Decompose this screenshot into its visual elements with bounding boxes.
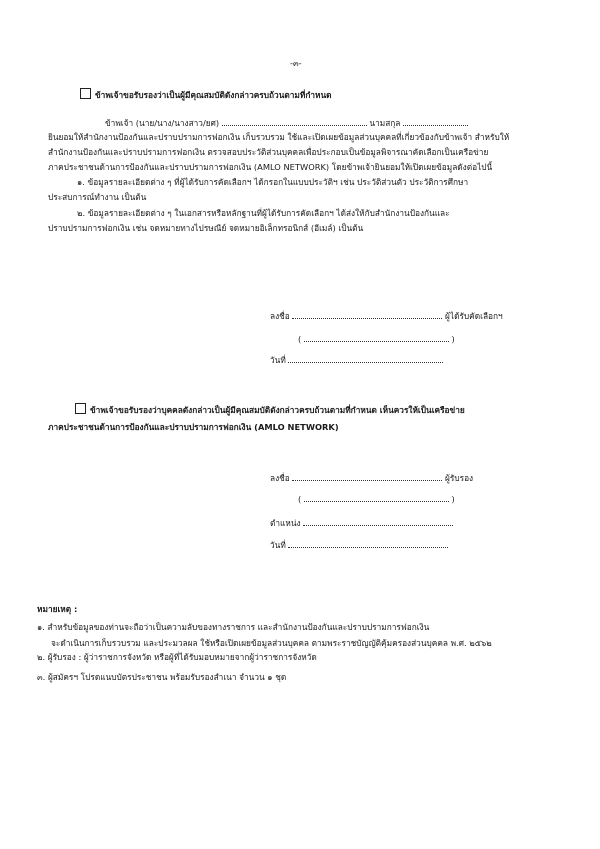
consent-text-line2: ยินยอมให้สำนักงานป้องกันและปราบปรามการฟอกเงิน เก็บรวบรวม ใช้และเปิดเผยข้อมูลส่วนบุคคลที่เกี่ยวข้องกับข้าพเจ้า สำหรับให้: [48, 132, 510, 142]
note1-line2: จะดำเนินการเก็บรวบรวม และประมวลผล ใช้หรือเปิดเผยข้อมูลส่วนบุคคล ตามพระราชบัญญัติคุ้มครองส่วนบุคคล พ.ศ. ๒๕๖๒: [51, 638, 492, 648]
applicant-date-line: [270, 354, 443, 365]
applicant-printed-name-line: [298, 333, 455, 344]
applicant-signature-label: ลงชื่อ: [270, 311, 290, 321]
certifier-printed-name-field[interactable]: [304, 493, 449, 502]
consent-item1-line2: ประสบการณ์ทำงาน เป็นต้น: [48, 192, 147, 202]
note1-line1: ๑. สำหรับข้อมูลของท่านจะถือว่าเป็นความลับของทางราชการ และสำนักงานป้องกันและปราบปรามการฟอกเงิน: [37, 622, 430, 632]
consent-item2-line1: ๒. ข้อมูลรายละเอียดต่าง ๆ ในเอกสารหรือหลักฐานที่ผู้ได้รับการคัดเลือกฯ ได้ส่งให้กับสำนักงานป้องกันและ: [77, 208, 450, 218]
consent-item1-line1: ๑. ข้อมูลรายละเอียดต่าง ๆ ที่ผู้ได้รับการคัดเลือกฯ ได้กรอกในแบบประวัติฯ เช่น ประวัติส่วนตัว ประวัติการศึกษา: [77, 177, 469, 187]
paren-close: ): [451, 334, 455, 344]
certifier-checkbox-row: [75, 403, 465, 415]
certifier-signature-label: ลงชื่อ: [270, 473, 290, 483]
applicant-signature-line: [270, 310, 503, 321]
certifier-date-field[interactable]: [288, 539, 448, 548]
paren-close: ): [451, 494, 455, 504]
notes-title: หมายเหตุ :: [37, 604, 78, 614]
applicant-role-label: ผู้ได้รับคัดเลือกฯ: [445, 311, 503, 321]
certifier-signature-line: [270, 472, 473, 483]
certifier-checkbox-label-line1: ข้าพเจ้าขอรับรองว่าบุคคลดังกล่าวเป็นผู้มีคุณสมบัติดังกล่าวครบถ้วนตามที่กำหนด เห็นควรให้เป็นเครือข่าย: [90, 405, 465, 415]
applicant-date-field[interactable]: [288, 354, 443, 363]
applicant-signature-field[interactable]: [292, 310, 442, 319]
consent-text-line3: สำนักงานป้องกันและปราบปรามการฟอกเงิน ตรวจสอบประวัติส่วนบุคคลเพื่อประกอบเป็นข้อมูลพิจารณาคัดเลือกเป็นเครือข่าย: [48, 147, 489, 157]
certifier-checkbox-label-line2: ภาคประชาชนด้านการป้องกันและปราบปรามการฟอกเงิน (AMLO NETWORK): [48, 422, 339, 432]
certifier-checkbox[interactable]: [75, 403, 86, 414]
consent-item2-line2: ปราบปรามการฟอกเงิน เช่น จดหมายทางไปรษณีย์ จดหมายอิเล็กทรอนิกส์ (อีเมล์) เป็นต้น: [48, 223, 364, 233]
applicant-printed-name-field[interactable]: [304, 333, 449, 342]
consent-checkbox-label: ข้าพเจ้าขอรับรองว่าเป็นผู้มีคุณสมบัติดังกล่าวครบถ้วนตามที่กำหนด: [95, 90, 332, 100]
paren-open: (: [298, 494, 302, 504]
certifier-printed-name-line: [298, 493, 455, 504]
note3: ๓. ผู้สมัครฯ โปรดแนบบัตรประชาชน พร้อมรับรองสำเนา จำนวน ๑ ชุด: [37, 672, 287, 682]
surname-label: นามสกุล: [369, 118, 401, 128]
note2: ๒. ผู้รับรอง : ผู้ว่าราชการจังหวัด หรือผู้ที่ได้รับมอบหมายจากผู้ว่าราชการจังหวัด: [37, 652, 317, 662]
certifier-position-field[interactable]: [303, 517, 453, 526]
applicant-name-line: [105, 117, 468, 128]
paren-open: (: [298, 334, 302, 344]
certifier-date-line: [270, 539, 448, 550]
certifier-signature-field[interactable]: [292, 472, 442, 481]
certifier-date-label: วันที่: [270, 540, 286, 550]
consent-checkbox[interactable]: [80, 88, 91, 99]
certifier-position-line: [270, 517, 453, 528]
certifier-role-label: ผู้รับรอง: [445, 473, 474, 483]
page-number: -๓-: [290, 58, 302, 68]
consent-checkbox-row: [80, 88, 332, 100]
consent-text-line4: ภาคประชาชนด้านการป้องกันและปราบปรามการฟอกเงิน (AMLO NETWORK) โดยข้าพเจ้ายินยอมให้เปิดเผยข้อมูลดังต่อไปนี้: [48, 162, 493, 172]
certifier-position-label: ตำแหน่ง: [270, 518, 301, 528]
applicant-surname-field[interactable]: [403, 117, 468, 126]
applicant-date-label: วันที่: [270, 355, 286, 365]
name-prefix-label: ข้าพเจ้า (นาย/นาง/นางสาว/ยศ): [105, 118, 220, 128]
applicant-name-field[interactable]: [222, 117, 367, 126]
